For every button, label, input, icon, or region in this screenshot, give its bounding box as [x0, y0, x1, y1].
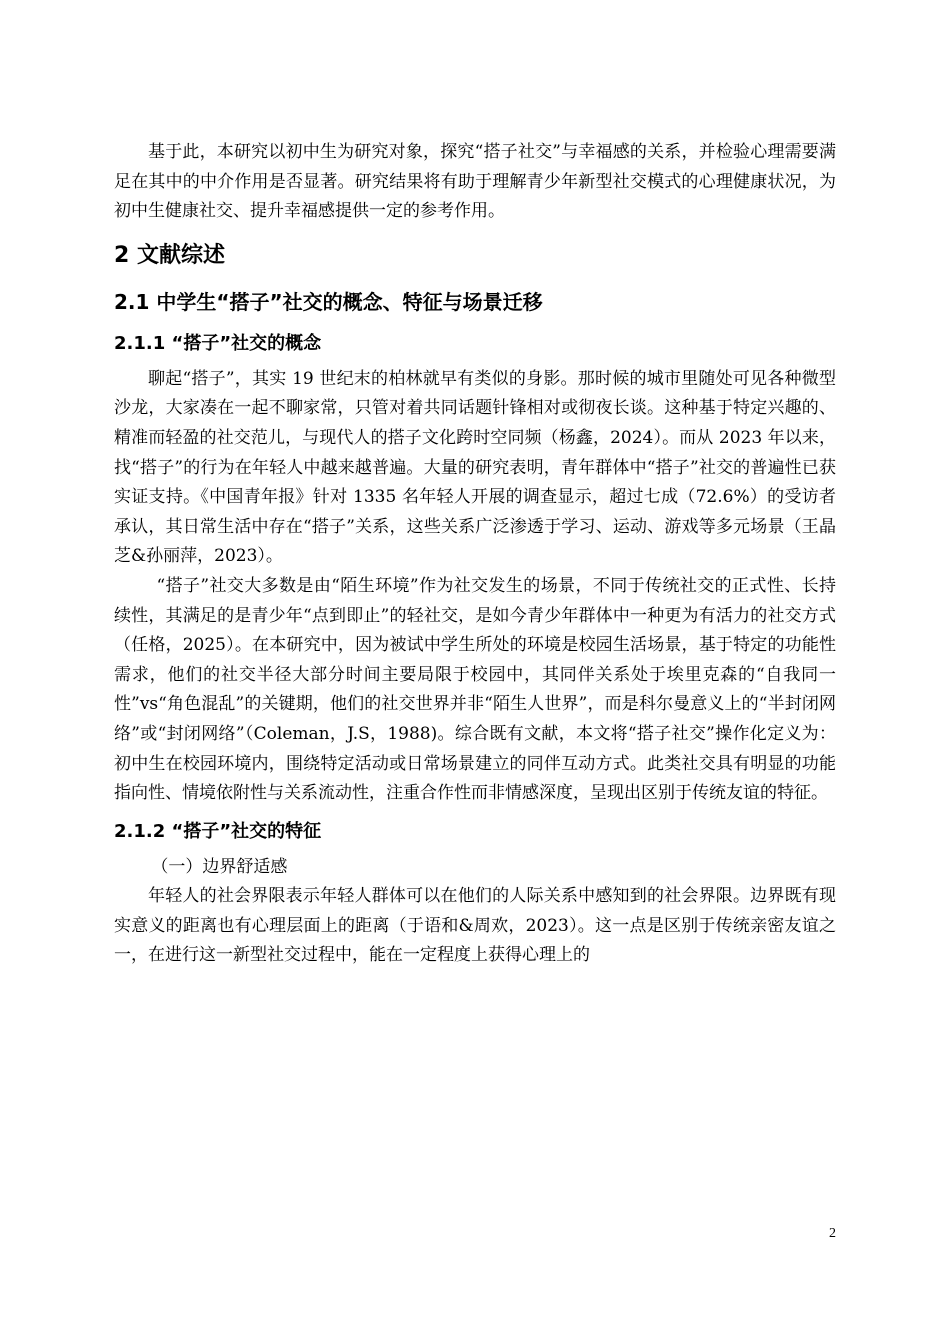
section-heading-2: 2 文献综述: [114, 242, 225, 268]
intro-paragraph: 基于此，本研究以初中生为研究对象，探究“搭子社交”与幸福感的关系，并检验心理需要满足在其中的中介作用是否显著。研究结果将有助于理解青少年新型社交模式的心理健康状况，为初中生健康社交、提升幸福感提供一定的参考作用。: [114, 142, 836, 222]
feature-subheading: （一）边界舒适感: [151, 856, 288, 877]
section-heading-2-1-2: 2.1.2 “搭子”社交的特征: [114, 820, 322, 842]
feature-paragraph: 年轻人的社会界限表示年轻人群体可以在他们的人际关系中感知到的社会界限。边界既有现实意义的距离也有心理层面上的距离（于语和&周欢，2023）。这一点是区别于传统亲密友谊之一，在进行这一新型社交过程中，能在一定程度上获得心理上的: [114, 886, 836, 966]
page-number: 2: [829, 1226, 836, 1241]
section-heading-2-1: 2.1 中学生“搭子”社交的概念、特征与场景迁移: [114, 289, 543, 314]
concept-paragraph-2: “搭子”社交大多数是由“陌生环境”作为社交发生的场景，不同于传统社交的正式性、长持续性，其满足的是青少年“点到即止”的轻社交，是如今青少年群体中一种更为有活力的社交方式（任格，2025）。在本研究中，因为被试中学生所处的环境是校园生活场景，基于特定的功能性需求，他们的社交半径大部分时间主要局限于校园中，其同伴关系处于埃里克森的“自我同一性”vs“角色混乱”的关键期，他们的社交世界并非“陌生人世界”，而是科尔曼意义上的“半封闭网络”或“封闭网络”（Coleman，J.S，1988)。综合既有文献，本文将“搭子社交”操作化定义为：初中生在校园环境内，围绕特定活动或日常场景建立的同伴互动方式。此类社交具有明显的功能指向性、情境依附性与关系流动性，注重合作性而非情感深度，呈现出区别于传统友谊的特征。: [114, 575, 836, 804]
section-heading-2-1-1: 2.1.1 “搭子”社交的概念: [114, 332, 322, 354]
concept-paragraph-1: 聊起“搭子”，其实 19 世纪末的柏林就早有类似的身影。那时候的城市里随处可见各种微型沙龙，大家凑在一起不聊家常，只管对着共同话题针锋相对或彻夜长谈。这种基于特定兴趣的、精准而轻盈的社交范儿，与现代人的搭子文化跨时空同频（杨鑫，2024）。而从 2023 年以来，找“搭子”的行为在年轻人中越来越普遍。大量的研究表明，青年群体中“搭子”社交的普遍性已获实证支持。《中国青年报》针对 1335 名年轻人开展的调查显示，超过七成（72.6%）的受访者承认，其日常生活中存在“搭子”关系，这些关系广泛渗透于学习、运动、游戏等多元场景（王晶芝&孙丽萍，2023）。: [114, 368, 836, 567]
document-body: [114, 138, 836, 971]
